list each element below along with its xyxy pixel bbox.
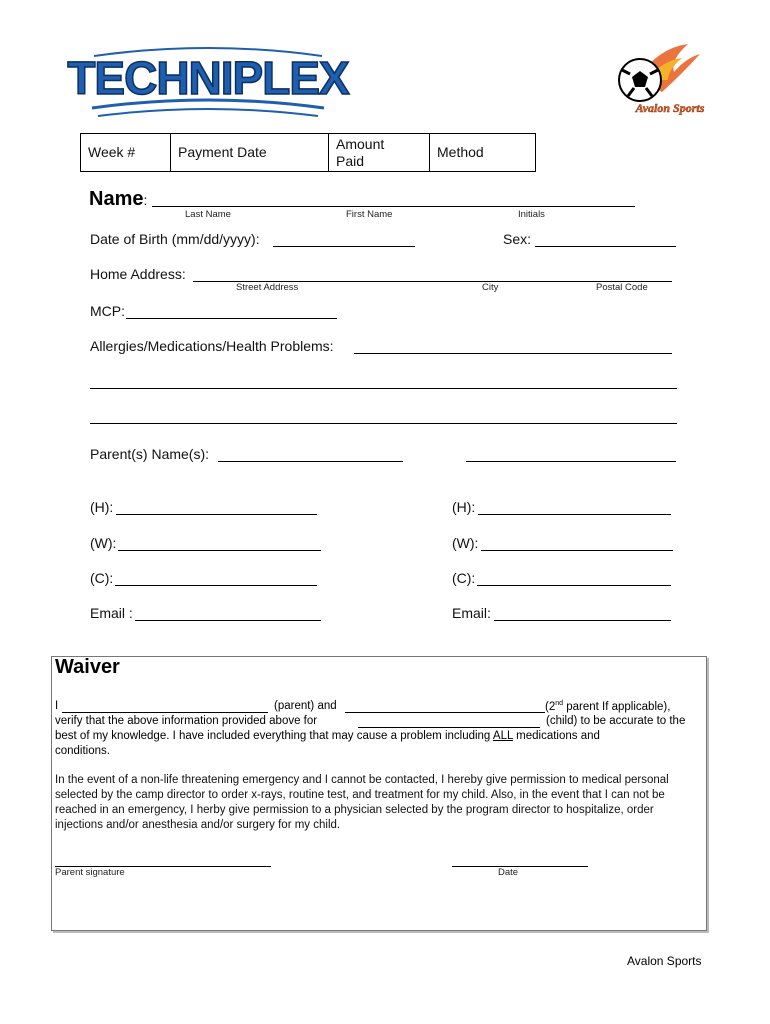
allergies-line-2[interactable] [90,388,677,389]
avalon-sports-logo [608,38,718,120]
last-name-caption: Last Name [185,209,231,220]
table-header-amount-paid: Amount Paid [329,134,430,171]
table-header-payment-date: Payment Date [171,134,329,171]
parent1-email-field[interactable] [135,620,321,621]
sex-field[interactable] [535,246,676,247]
parent1-work-label: (W): [90,535,117,551]
parent2-home-label: (H): [452,499,476,515]
parent1-home-field[interactable] [116,514,317,515]
first-name-caption: First Name [346,209,393,220]
parent2-email-label: Email: [452,605,491,621]
signature-date-caption: Date [498,867,519,878]
parent2-work-field[interactable] [481,550,673,551]
waiver-knowledge-text: best of my knowledge. I have included everything that may cause a problem including ALL medications and [55,730,600,742]
allergies-line-3[interactable] [90,423,677,424]
parent2-email-field[interactable] [494,620,671,621]
waiver-title: Waiver [55,656,120,678]
waiver-conditions-text: conditions. [55,745,110,757]
name-label: Name: [89,188,148,210]
avalon-logo-text: Avalon Sports [635,101,705,115]
payment-table [80,133,536,172]
mcp-field[interactable] [126,318,337,319]
parent1-email-label: Email : [90,605,133,621]
techniplex-logo-text: TECHNIPLEX [67,52,349,104]
parent2-cell-label: (C): [452,570,476,586]
waiver-parent-text: (parent) and [274,700,337,712]
parent1-cell-label: (C): [90,570,114,586]
parent1-home-label: (H): [90,499,114,515]
waiver-child-text: (child) to be accurate to the [546,715,686,727]
initials-caption: Initials [518,209,545,220]
street-caption: Street Address [236,282,299,293]
city-caption: City [482,282,499,293]
waiver-child-field[interactable] [358,727,540,728]
signature-date-field[interactable] [452,866,588,867]
allergies-field[interactable] [354,353,672,354]
parent2-name-field[interactable] [466,461,676,462]
parents-label: Parent(s) Name(s): [90,446,210,462]
dob-field[interactable] [273,246,415,247]
footer-text: Avalon Sports [627,954,702,968]
sex-label: Sex: [503,231,532,247]
waiver-parent1-field[interactable] [62,712,268,713]
waiver-second-parent-text: (2nd parent If applicable), [545,700,671,713]
postal-caption: Postal Code [596,282,648,293]
waiver-emergency-paragraph: In the event of a non-life threatening emergency and I cannot be contacted, I hereby give permission to medical personal selected by the camp director to order x-rays, routine test, and treatment for my child. Also, in the event that I can not be reached in an emergency, I herby give permission to a physician selected by the program director to hospitalize, order injections and/or anesthesia and/or surgery for my child. [55,774,669,831]
address-label: Home Address: [90,266,186,282]
mcp-label: MCP: [90,303,125,319]
parent1-work-field[interactable] [118,550,321,551]
parent1-name-field[interactable] [218,461,403,462]
parent1-cell-field[interactable] [115,585,317,586]
waiver-verify-text: verify that the above information provided above for [55,715,318,727]
dob-label: Date of Birth (mm/dd/yyyy): [90,231,260,247]
parent-signature-caption: Parent signature [55,867,125,878]
parent2-home-field[interactable] [478,514,671,515]
table-header-week: Week # [81,134,171,171]
parent2-cell-field[interactable] [477,585,671,586]
waiver-i: I [55,700,59,712]
techniplex-logo [67,42,349,122]
parent2-work-label: (W): [452,535,479,551]
waiver-parent2-field[interactable] [345,712,545,713]
table-header-method: Method [437,144,484,160]
allergies-label: Allergies/Medications/Health Problems: [90,338,334,354]
name-field[interactable] [152,206,635,207]
